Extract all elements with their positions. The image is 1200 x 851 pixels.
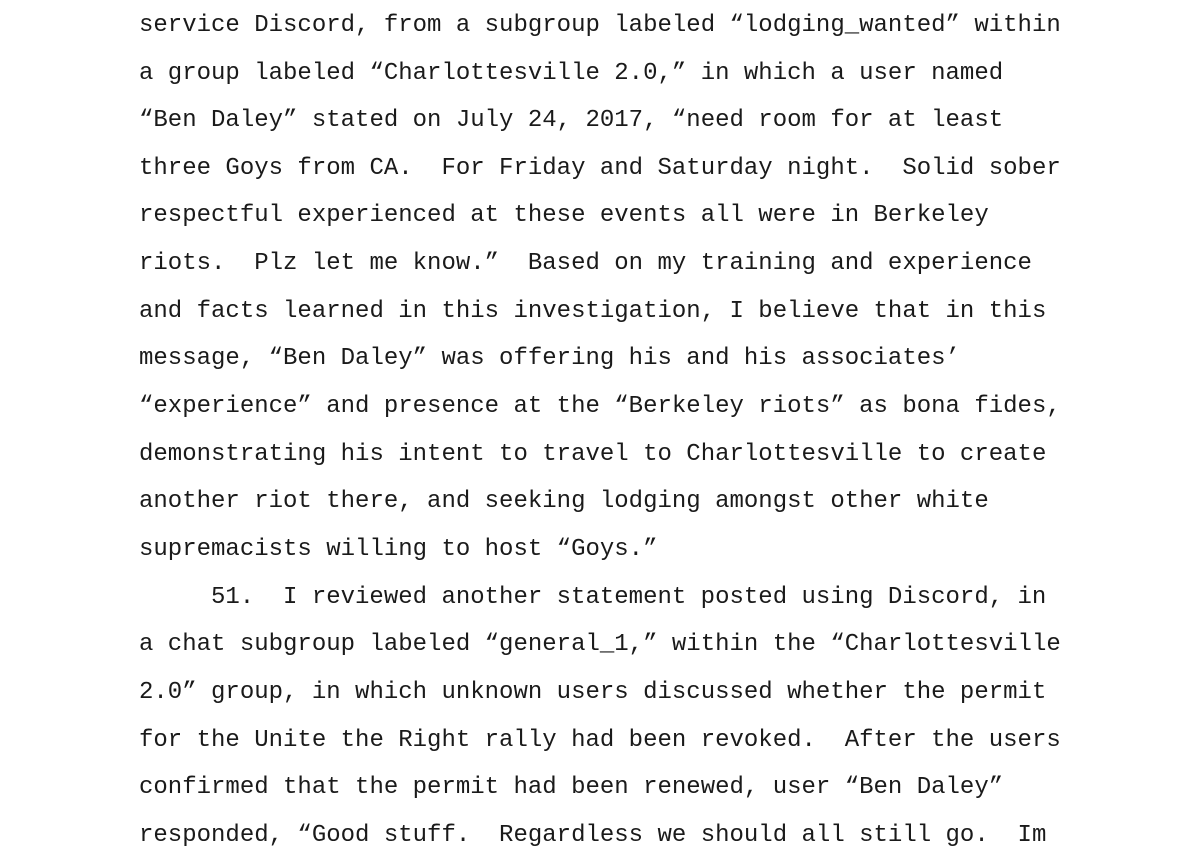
paragraph-51-start: 51. I reviewed another statement posted using Discord, in <box>211 584 1047 611</box>
text-line: three Goys from CA. For Friday and Saturday night. Solid sober <box>139 155 1061 182</box>
text-line: 2.0” group, in which unknown users discussed whether the permit <box>139 679 1047 706</box>
text-line: a chat subgroup labeled “general_1,” within the “Charlottesville <box>139 631 1061 658</box>
text-line: confirmed that the permit had been renewed, user “Ben Daley” <box>139 774 1004 801</box>
text-line: “Ben Daley” stated on July 24, 2017, “need room for at least <box>139 107 1004 134</box>
text-line: and facts learned in this investigation, I believe that in this <box>139 298 1047 325</box>
text-line: supremacists willing to host “Goys.” <box>139 536 658 563</box>
text-line: another riot there, and seeking lodging amongst other white <box>139 488 989 515</box>
text-line: service Discord, from a subgroup labeled “lodging_wanted” within <box>139 12 1061 39</box>
text-line: a group labeled “Charlottesville 2.0,” in which a user named <box>139 60 1004 87</box>
text-line: demonstrating his intent to travel to Charlottesville to create <box>139 441 1047 468</box>
text-line: respectful experienced at these events all were in Berkeley <box>139 202 989 229</box>
text-line: message, “Ben Daley” was offering his and his associates’ <box>139 345 960 372</box>
text-line: for the Unite the Right rally had been revoked. After the users <box>139 727 1061 754</box>
text-line: responded, “Good stuff. Regardless we should all still go. Im <box>139 822 1047 849</box>
text-line: riots. Plz let me know.” Based on my training and experience <box>139 250 1032 277</box>
text-line: “experience” and presence at the “Berkeley riots” as bona fides, <box>139 393 1061 420</box>
